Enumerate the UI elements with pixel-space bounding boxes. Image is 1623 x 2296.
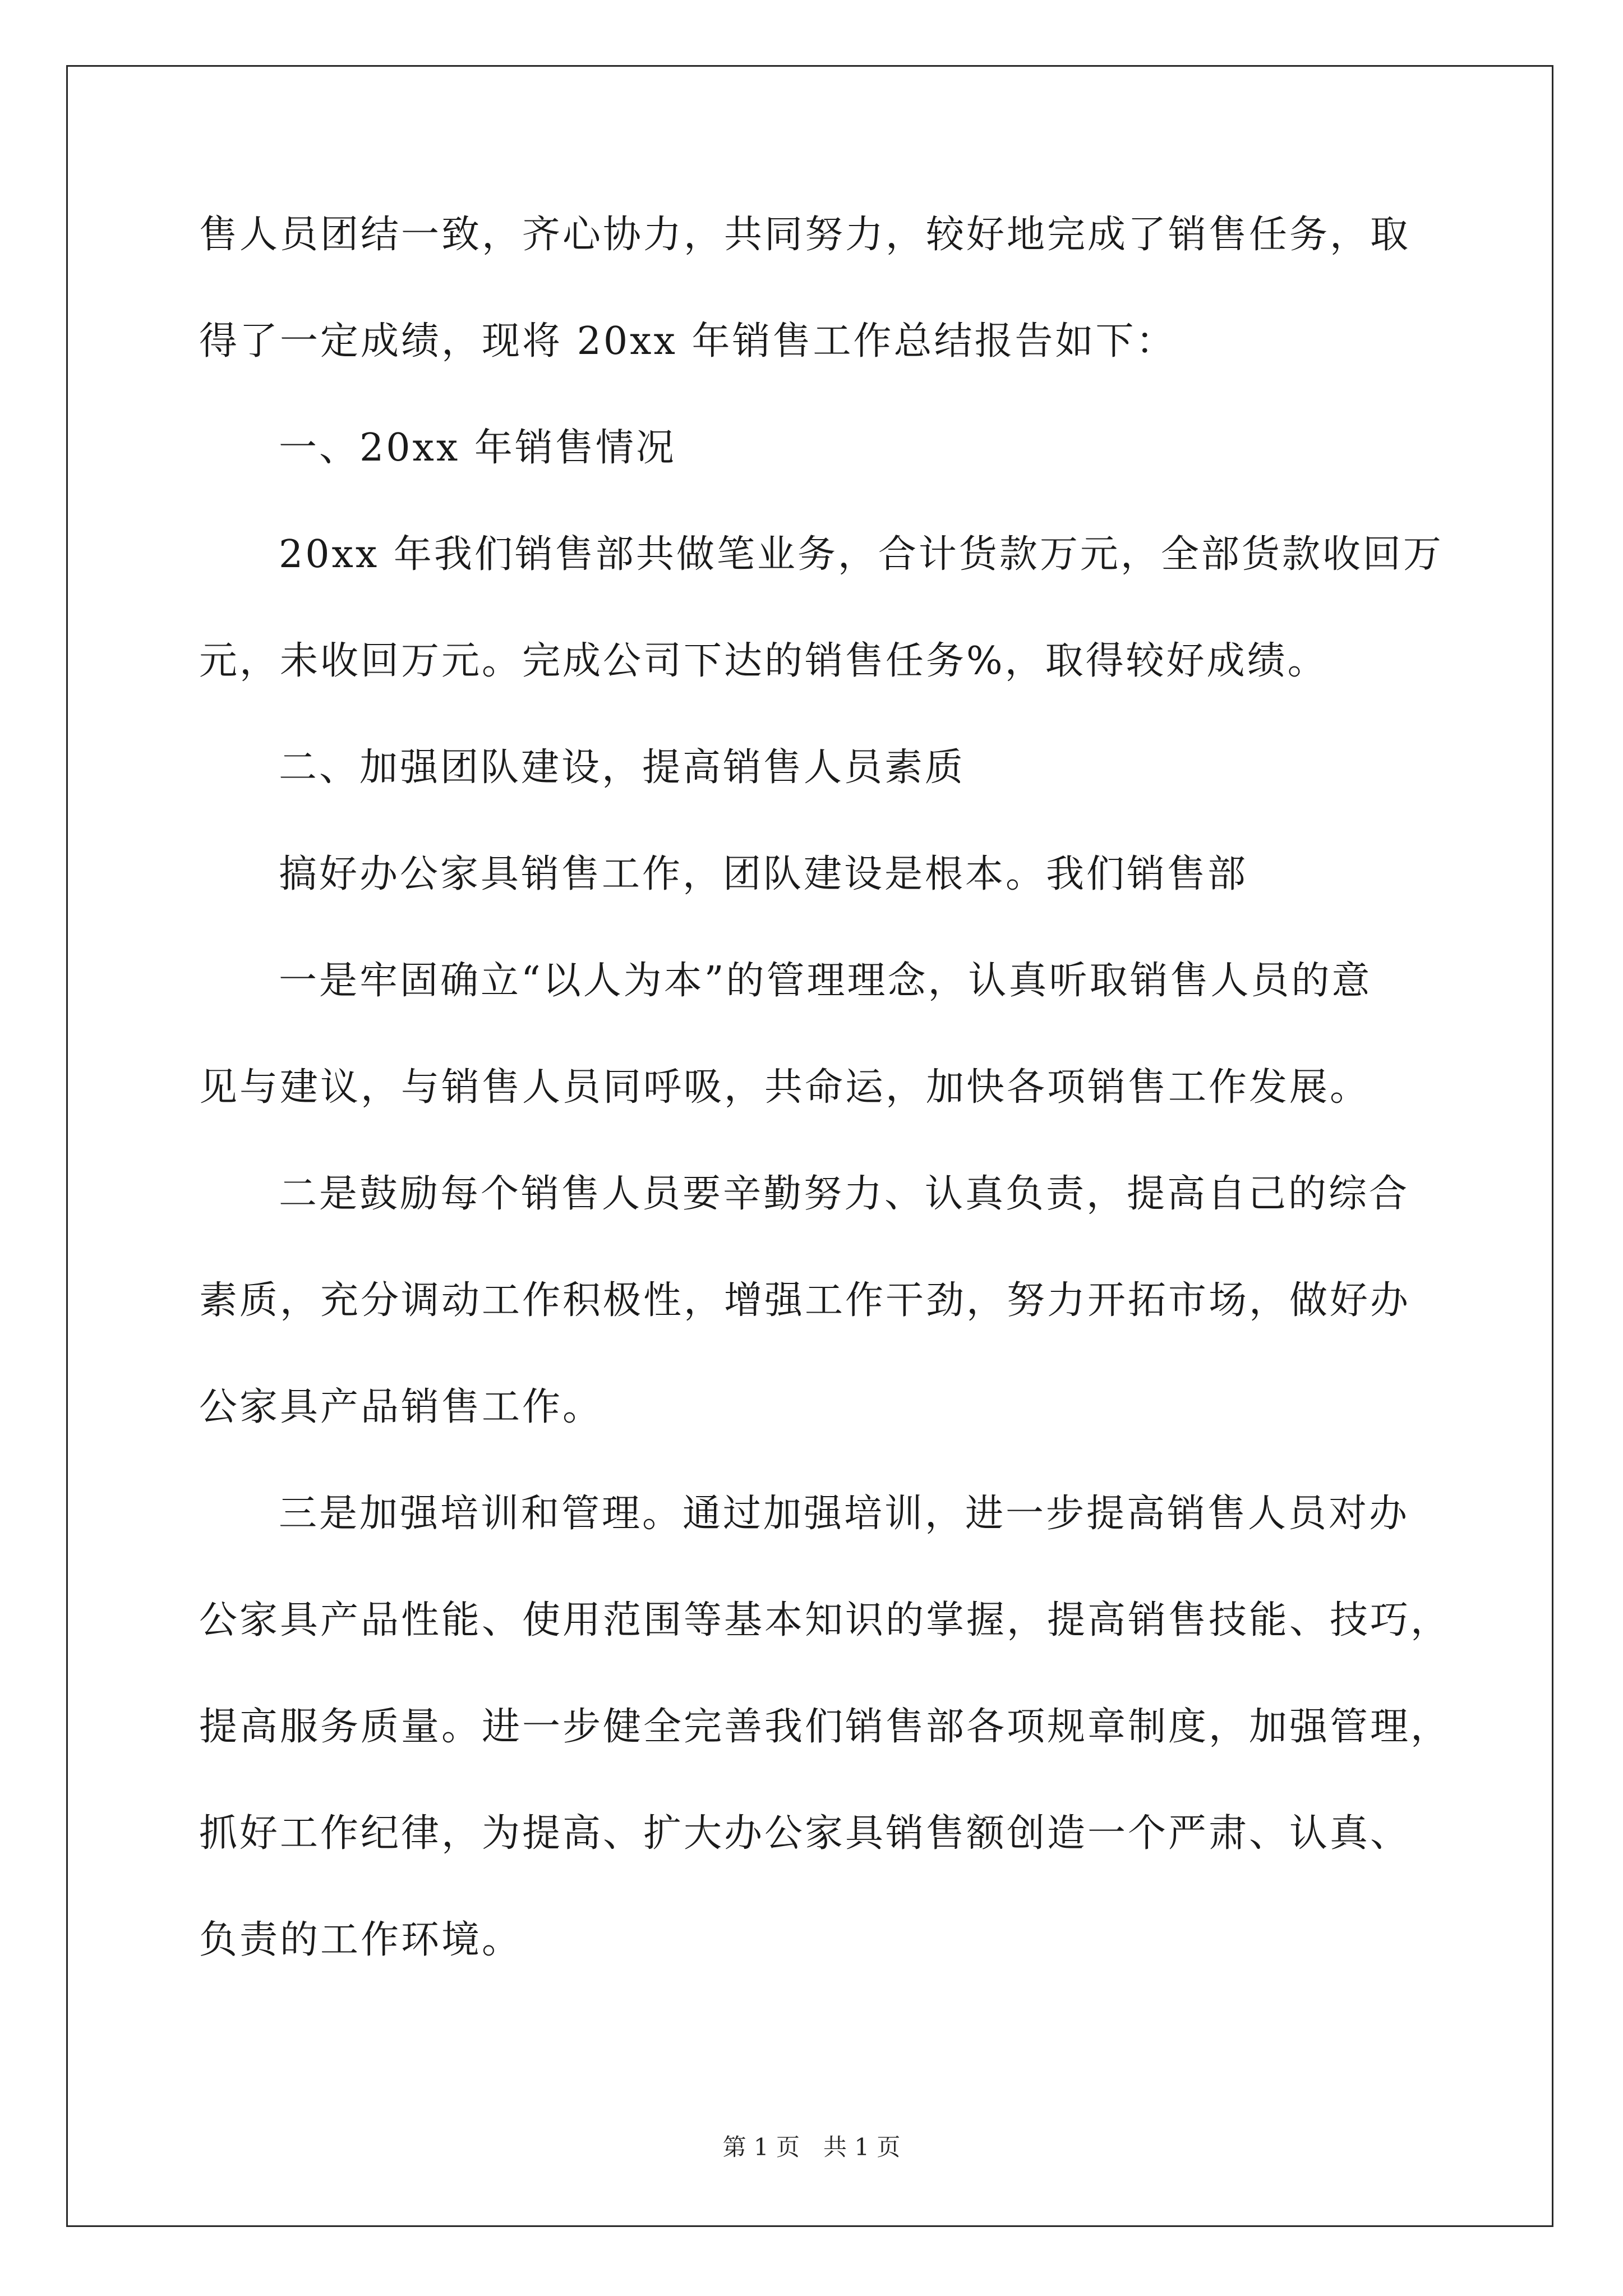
text-line: 抓好工作纪律，为提高、扩大办公家具销售额创造一个严肃、认真、 xyxy=(199,1811,1411,1856)
section-heading: 二、加强团队建设，提高销售人员素质 xyxy=(279,746,966,790)
text-line: 三是加强培训和管理。通过加强培训，进一步提高销售人员对办 xyxy=(279,1492,1410,1536)
text-line: 20xx 年我们销售部共做笔业务，合计货款万元，全部货款收回万 xyxy=(279,532,1444,577)
text-line: 得了一定成绩，现将 20xx 年销售工作总结报告如下： xyxy=(199,319,1177,364)
text-line: 公家具产品性能、使用范围等基本知识的掌握，提高销售技能、技巧， xyxy=(199,1598,1451,1642)
text-line: 素质，充分调动工作积极性，增强工作干劲，努力开拓市场，做好办 xyxy=(199,1278,1411,1323)
text-line: 见与建议，与销售人员同呼吸，共命运，加快各项销售工作发展。 xyxy=(199,1065,1371,1110)
text-line: 公家具产品销售工作。 xyxy=(199,1385,603,1429)
page-footer: 第 1 页 共 1 页 xyxy=(722,2133,901,2161)
text-line: 提高服务质量。进一步健全完善我们销售部各项规章制度，加强管理， xyxy=(199,1705,1451,1749)
text-line: 负责的工作环境。 xyxy=(199,1918,523,1962)
text-line: 一是牢固确立“以人为本”的管理理念，认真听取销售人员的意 xyxy=(279,959,1372,1003)
page-border xyxy=(66,65,1553,2227)
section-heading: 一、20xx 年销售情况 xyxy=(279,426,676,470)
text-line: 元，未收回万元。完成公司下达的销售任务%，取得较好成绩。 xyxy=(199,639,1328,683)
text-line: 二是鼓励每个销售人员要辛勤努力、认真负责，提高自己的综合 xyxy=(279,1172,1410,1216)
text-line: 售人员团结一致，齐心协力，共同努力，较好地完成了销售任务，取 xyxy=(199,213,1411,257)
text-line: 搞好办公家具销售工作，团队建设是根本。我们销售部 xyxy=(279,852,1248,896)
